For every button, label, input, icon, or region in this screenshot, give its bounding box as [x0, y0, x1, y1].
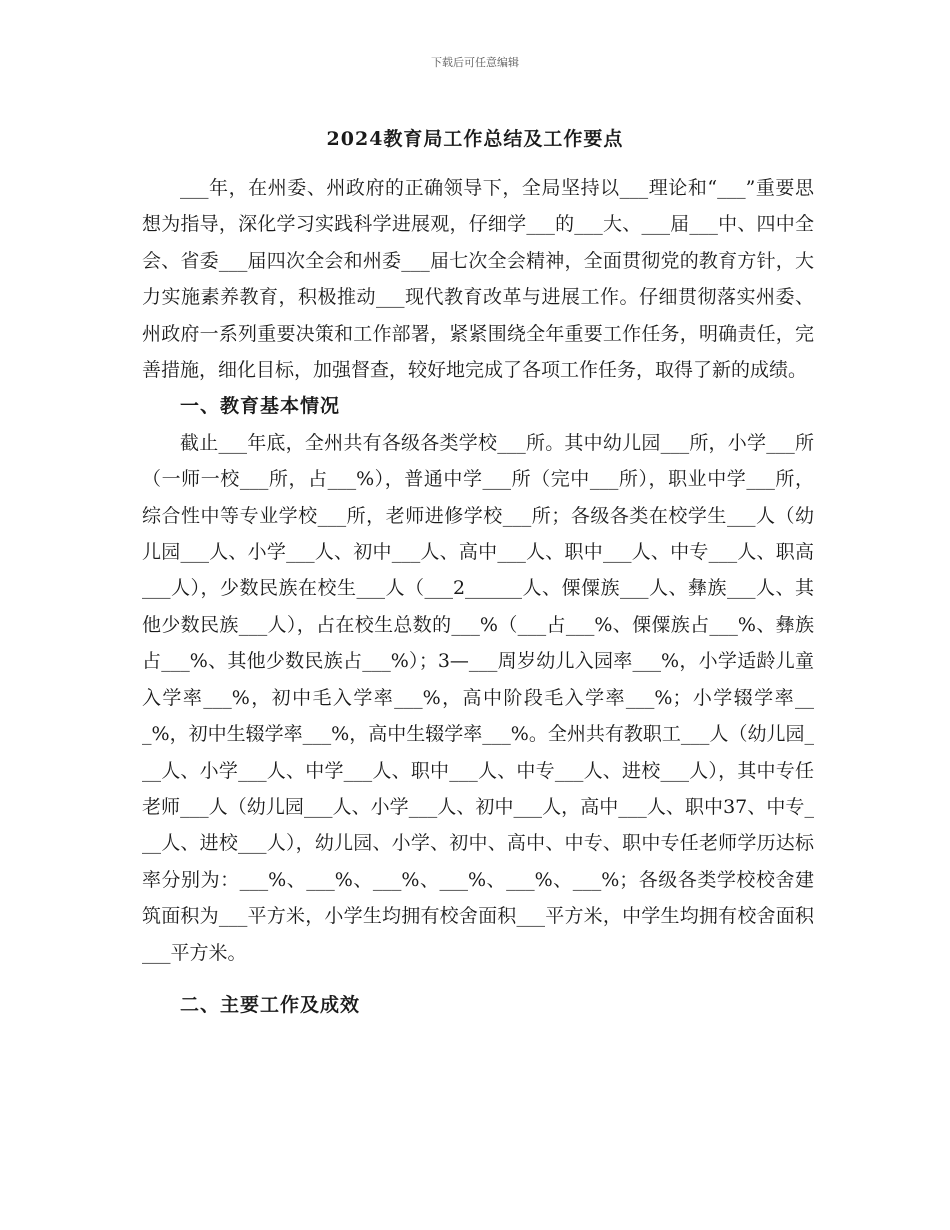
section-heading-main-work: 二、主要工作及成效 [180, 993, 361, 1016]
document-body [142, 170, 814, 1023]
basic-info-paragraph: 截止___年底，全州共有各级各类学校___所。其中幼儿园___所，小学___所（一师一校___所，占___%），普通中学___所（完中___所），职业中学___所，综合性中等专业学校___所，老师进修学校___所；各级各类在校学生___人（幼儿园___人、小学___人、初中___人、高中___人、职中___人、中专___人、职高___人），少数民族在校生___人（___2______人、傈僳族___人、彝族___人、其他少数民族___人），占在校生总数的___%（___占___%、傈僳族占___%、彝族占___%、其他少数民族占___%）；3—___周岁幼儿入园率___%，小学适龄儿童入学率___%，初中毛入学率___%，高中阶段毛入学率___%；小学辍学率___%，初中生辍学率___%，高中生辍学率___%。全州共有教职工___人（幼儿园___人、小学___人、中学___人、职中___人、中专___人、进校___人），其中专任老师___人（幼儿园___人、小学___人、初中___人，高中___人、职中37、中专___人、进校___人），幼儿园、小学、初中、高中、中专、职中专任老师学历达标率分别为：___%、___%、___%、___%、___%、___%；各级各类学校校舍建筑面积为___平方米，小学生均拥有校舍面积___平方米，中学生均拥有校舍面积___平方米。 [142, 431, 814, 964]
document-title: 2024教育局工作总结及工作要点 [326, 128, 624, 150]
section-spacer [142, 971, 814, 987]
header-note: 下载后可任意编辑 [431, 56, 519, 69]
section-heading-basic-info: 一、教育基本情况 [180, 395, 341, 418]
intro-paragraph: ___年，在州委、州政府的正确领导下，全局坚持以___理论和“___”重要思想为指导，深化学习实践科学进展观，仔细学___的___大、___届___中、四中全会、省委___届四次全会和州委___届七次全会精神，全面贯彻党的教育方针，大力实施素养教育，积极推动___现代教育改革与进展工作。仔细贯彻落实州委、州政府一系列重要决策和工作部署，紧紧围绕全年重要工作任务，明确责任，完善措施，细化目标，加强督查，较好地完成了各项工作任务，取得了新的成绩。 [142, 177, 814, 382]
